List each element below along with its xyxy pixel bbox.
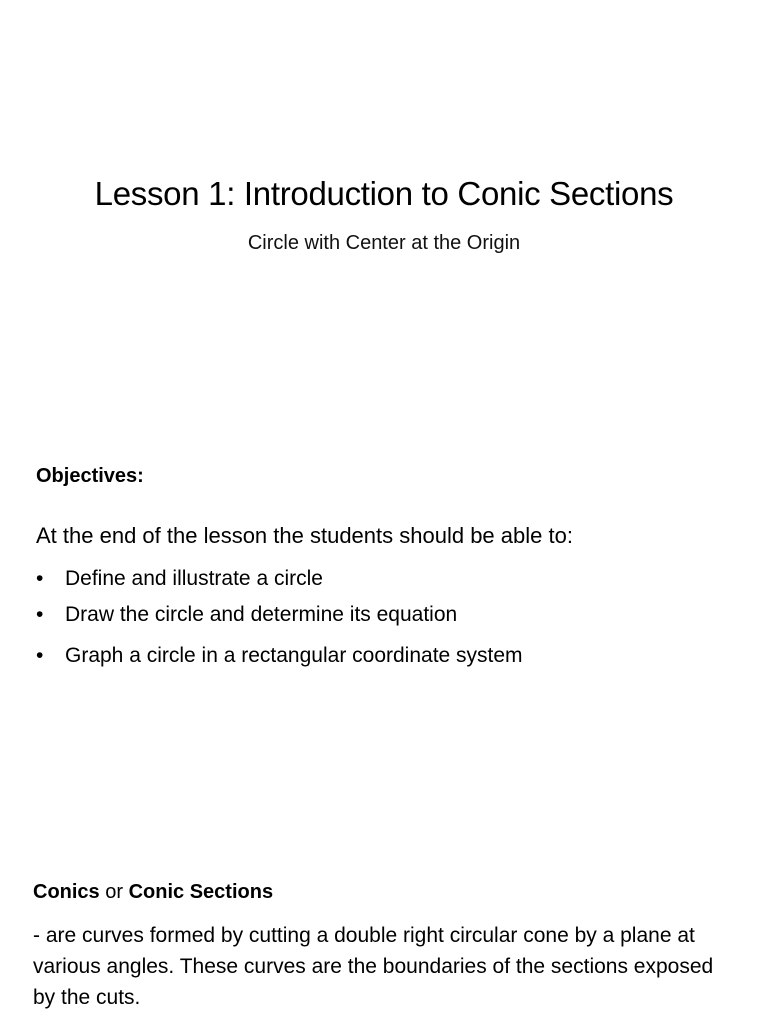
bullet-icon: • [36, 603, 44, 626]
list-item [36, 641, 523, 671]
page-title: Lesson 1: Introduction to Conic Sections [94, 175, 674, 212]
list-item [36, 600, 523, 630]
list-item [36, 564, 523, 594]
conic-sections-term: Conic Sections [128, 881, 274, 903]
bullet-icon: • [36, 567, 44, 590]
objectives-intro: At the end of the lesson the students should be able to: [36, 523, 573, 548]
bullet-icon: • [36, 644, 44, 667]
conics-connector: or [99, 881, 129, 903]
conics-heading [33, 878, 273, 906]
list-item-text: Draw the circle and determine its equation [65, 603, 458, 626]
page-subtitle: Circle with Center at the Origin [247, 232, 521, 254]
objectives-list [36, 564, 523, 671]
list-item-text: Graph a circle in a rectangular coordinate system [65, 644, 523, 667]
conics-definition: - are curves formed by cutting a double right circular cone by a plane at various angles. These curves are the boundaries of the sections exposed by the cuts. [33, 924, 714, 1009]
objectives-heading: Objectives: [36, 465, 144, 487]
conics-term: Conics [33, 881, 100, 903]
list-item-text: Define and illustrate a circle [65, 567, 323, 590]
